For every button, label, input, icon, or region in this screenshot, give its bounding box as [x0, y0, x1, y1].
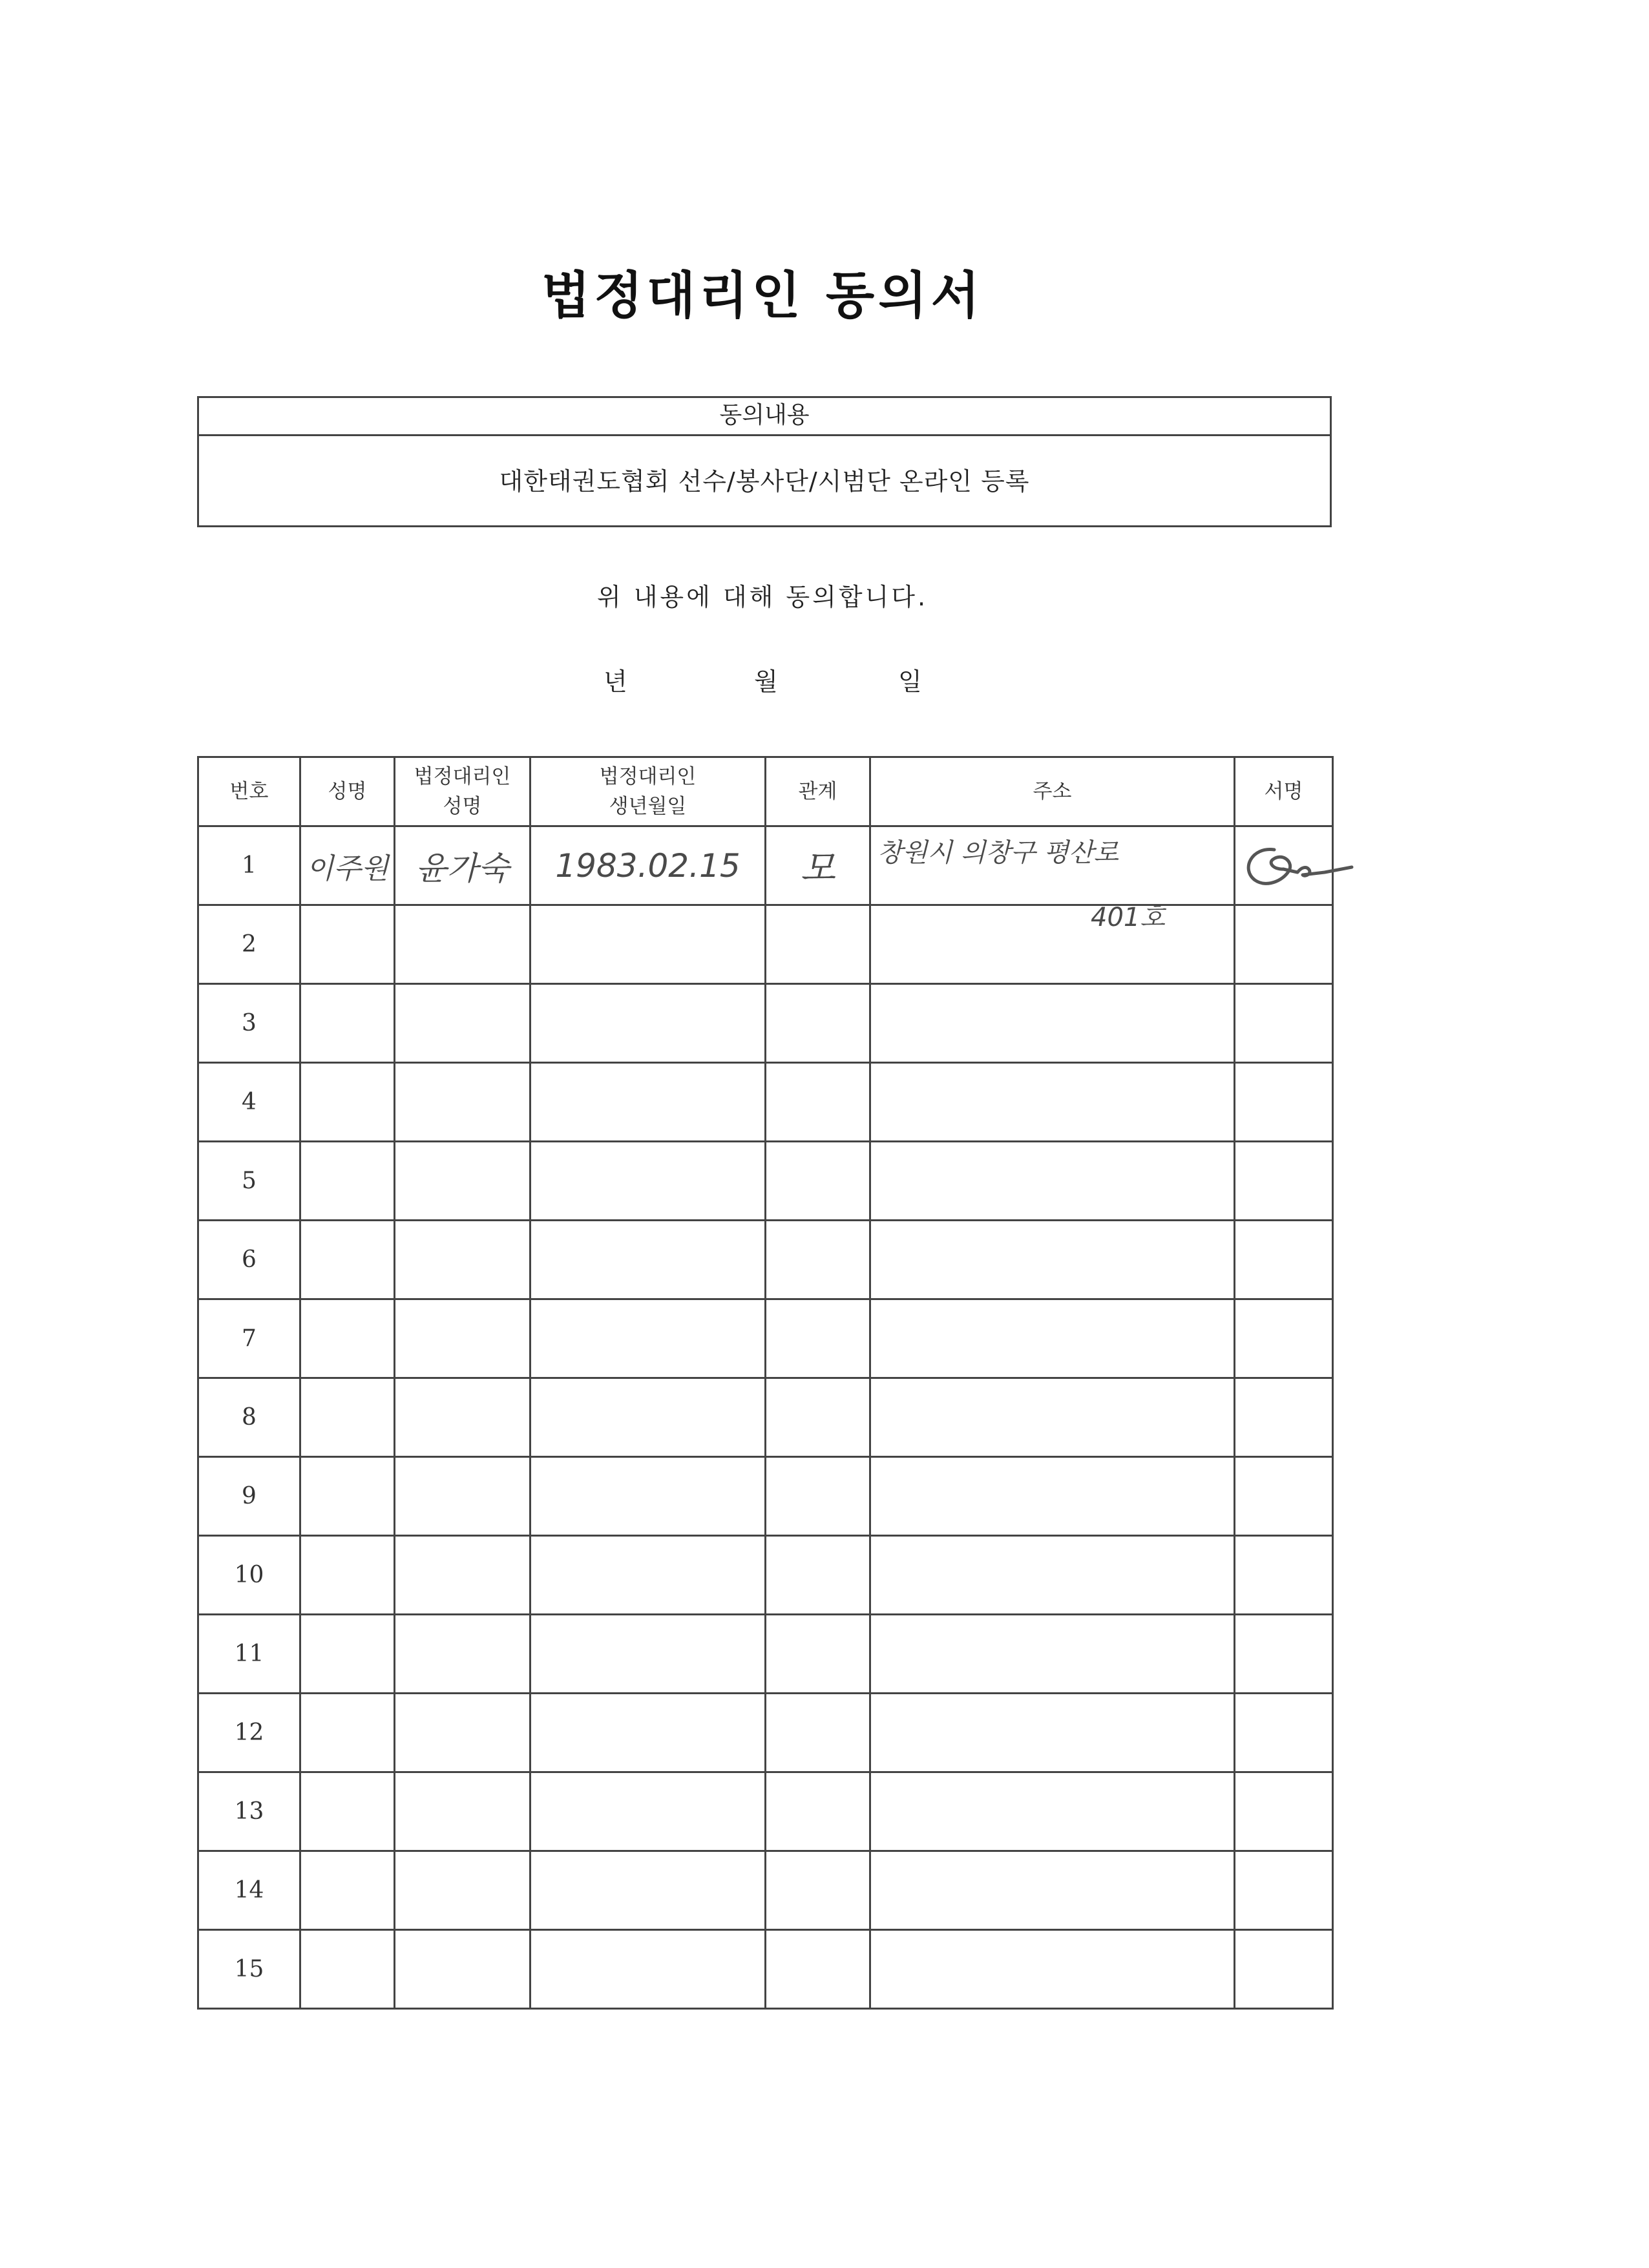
row-number: 14: [198, 1851, 300, 1930]
address-cell: [870, 826, 1235, 932]
signature-cell: [1235, 826, 1333, 905]
date-month-label: 월: [754, 667, 778, 696]
row-number: 12: [198, 1694, 300, 1772]
row-number: 9: [198, 1457, 300, 1536]
row-number: 15: [198, 1930, 300, 2009]
name-cell: [300, 826, 395, 905]
guardian-roster-table: [197, 756, 1334, 2010]
row-number: 6: [198, 1221, 300, 1299]
guardian-birth-cell: [530, 826, 766, 905]
row-number: 5: [198, 1142, 300, 1221]
header-relation: 관계: [766, 757, 870, 826]
row-number: 4: [198, 1063, 300, 1142]
handwritten-address-line2: 401호: [1091, 903, 1165, 932]
table-row: [198, 1063, 1333, 1142]
consent-header: 동의내용: [199, 398, 1330, 436]
date-year-label: 년: [604, 667, 627, 696]
table-row: [198, 1930, 1333, 2009]
row-number: 7: [198, 1299, 300, 1378]
header-guardian-name: [395, 757, 530, 826]
date-day-label: 일: [898, 667, 922, 696]
handwritten-guardian-birth: 1983.02.15: [555, 846, 740, 885]
handwritten-address-line1: 창원시 의창구 평산로: [877, 838, 1119, 868]
table-row: [198, 1142, 1333, 1221]
row-number: 2: [198, 905, 300, 984]
header-signature: 서명: [1235, 757, 1333, 826]
table-row: [198, 1457, 1333, 1536]
handwritten-signature: [1235, 834, 1365, 892]
header-address: 주소: [870, 757, 1235, 826]
table-row: [198, 984, 1333, 1063]
table-row: [198, 826, 1333, 905]
row-number: 10: [198, 1536, 300, 1615]
row-number: 8: [198, 1378, 300, 1457]
row-number: 11: [198, 1615, 300, 1694]
table-row: [198, 1851, 1333, 1930]
header-name: 성명: [300, 757, 395, 826]
agree-statement: 위 내용에 대해 동의합니다.: [596, 583, 929, 611]
table-row: [198, 1221, 1333, 1299]
handwritten-relation: 모: [800, 847, 835, 890]
row-number: 13: [198, 1772, 300, 1851]
header-no: 번호: [198, 757, 300, 826]
consent-box: [197, 396, 1332, 527]
header-guardian-birth: [530, 757, 766, 826]
table-row: [198, 1615, 1333, 1694]
row-number: 3: [198, 984, 300, 1063]
guardian-name-cell: [395, 826, 530, 905]
table-header-row: [198, 757, 1333, 826]
row-number: 1: [198, 826, 300, 905]
handwritten-guardian-name: 윤가숙: [415, 849, 509, 887]
table-row: [198, 1536, 1333, 1615]
header-guardian-name-line2: 성명: [443, 795, 482, 818]
header-guardian-birth-line2: 생년월일: [609, 795, 687, 818]
header-guardian-name-line1: 법정대리인: [414, 765, 511, 788]
document-title: 법정대리인 동의서: [541, 267, 983, 325]
consent-body: 대한태권도협회 선수/봉사단/시범단 온라인 등록: [499, 467, 1030, 496]
table-row: [198, 1694, 1333, 1772]
header-guardian-birth-line1: 법정대리인: [599, 765, 697, 788]
table-row: [198, 1299, 1333, 1378]
table-row: [198, 1378, 1333, 1457]
handwritten-name: 이주원: [306, 852, 389, 885]
relation-cell: [766, 826, 870, 905]
table-row: [198, 1772, 1333, 1851]
